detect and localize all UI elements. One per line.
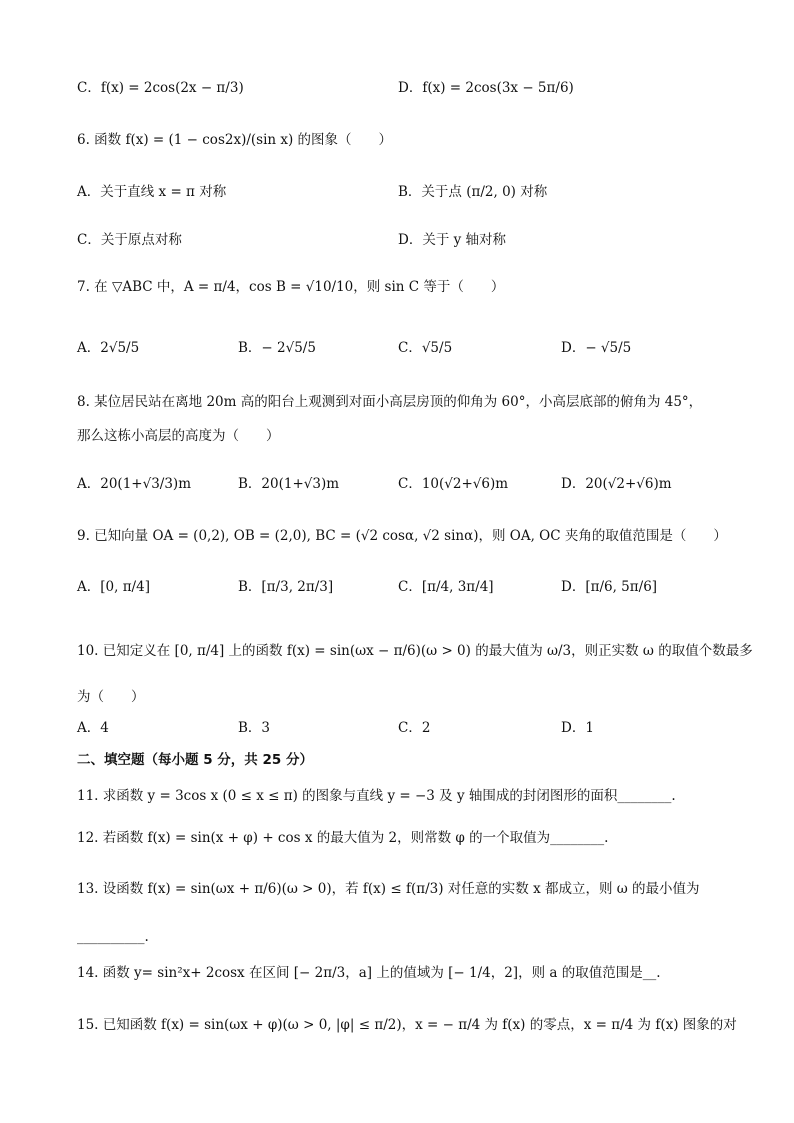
q5-option-c: C．f(x) = 2cos(2x − π/3) — [77, 80, 244, 96]
q8-option-b: B．20(1+√3)m — [238, 476, 340, 492]
q9-option-c: C．[π/4, 3π/4] — [398, 579, 494, 595]
q7-option-b: B．− 2√5/5 — [238, 340, 316, 356]
q9-option-d: D．[π/6, 5π/6] — [561, 579, 658, 595]
q12-text: 12. 若函数 f(x) = sin(x + φ) + cos x 的最大值为 2，则常数 φ 的一个取值为________. — [77, 830, 609, 846]
q11-text: 11. 求函数 y = 3cos x (0 ≤ x ≤ π) 的图象与直线 y = −3 及 y 轴围成的封闭图形的面积________. — [77, 788, 676, 804]
q9-stem: 9. 已知向量 OA = (0,2), OB = (2,0), BC = (√2 cosα, √2 sinα)，则 OA, OC 夹角的取值范围是（ ） — [77, 528, 727, 544]
q10-option-b: B．3 — [238, 720, 271, 736]
q15-text: 15. 已知函数 f(x) = sin(ωx + φ)(ω > 0, |φ| ≤ π/2)，x = − π/4 为 f(x) 的零点，x = π/4 为 f(x) 图象的对 — [77, 1017, 737, 1033]
q8-option-c: C．10(√2+√6)m — [398, 476, 509, 492]
q6-option-d: D．关于 y 轴对称 — [398, 232, 507, 248]
q9-option-b: B．[π/3, 2π/3] — [238, 579, 334, 595]
q6-option-a: A．关于直线 x = π 对称 — [77, 184, 227, 200]
q8-stem-line1: 8. 某位居民站在离地 20m 高的阳台上观测到对面小高层房顶的仰角为 60°，小高层底部的俯角为 45°， — [77, 394, 703, 410]
q10-stem-line1: 10. 已知定义在 [0, π/4] 上的函数 f(x) = sin(ωx − π/6)(ω > 0) 的最大值为 ω/3，则正实数 ω 的取值个数最多 — [77, 643, 753, 659]
q8-option-a: A．20(1+√3/3)m — [77, 476, 191, 492]
q7-option-d: D．− √5/5 — [561, 340, 632, 356]
q8-stem-line2: 那么这栋小高层的高度为（ ） — [77, 428, 280, 444]
q7-option-c: C．√5/5 — [398, 340, 453, 356]
q6-stem: 6. 函数 f(x) = (1 − cos2x)/(sin x) 的图象（ ） — [77, 132, 393, 148]
q10-option-d: D．1 — [561, 720, 594, 736]
q10-option-c: C．2 — [398, 720, 431, 736]
q9-option-a: A．[0, π/4] — [77, 579, 150, 595]
q8-option-d: D．20(√2+√6)m — [561, 476, 672, 492]
q14-text: 14. 函数 y= sin²x+ 2cosx 在区间 [− 2π/3，a] 上的值域为 [− 1/4，2]，则 a 的取值范围是__. — [77, 965, 661, 981]
q6-option-b: B．关于点 (π/2, 0) 对称 — [398, 184, 548, 200]
q7-stem: 7. 在 ▽ABC 中，A = π/4，cos B = √10/10，则 sin C 等于（ ） — [77, 279, 505, 295]
q7-option-a: A．2√5/5 — [77, 340, 140, 356]
q13-line2: __________. — [77, 929, 149, 945]
section-heading: 二、填空题（每小题 5 分，共 25 分） — [77, 752, 313, 768]
q10-stem-line2: 为（ ） — [77, 689, 145, 705]
q10-option-a: A．4 — [77, 720, 109, 736]
q6-option-c: C．关于原点对称 — [77, 232, 182, 248]
q13-line1: 13. 设函数 f(x) = sin(ωx + π/6)(ω > 0)，若 f(x) ≤ f(π/3) 对任意的实数 x 都成立，则 ω 的最小值为 — [77, 881, 700, 897]
q5-option-d: D．f(x) = 2cos(3x − 5π/6) — [398, 80, 574, 96]
